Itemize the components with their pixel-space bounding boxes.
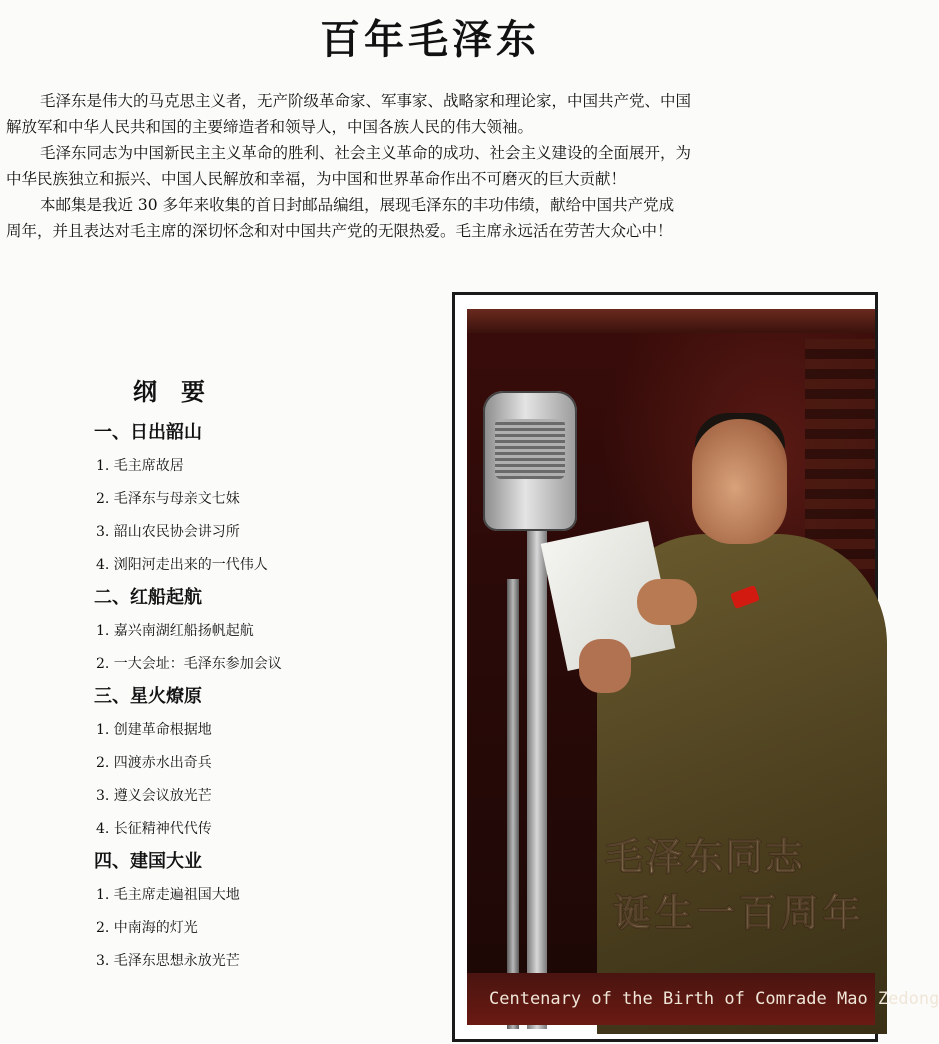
- outline-item: 1. 创建革命根据地: [96, 722, 212, 738]
- outline-item: 3. 毛泽东思想永放光芒: [96, 953, 240, 969]
- outline-item: 1. 嘉兴南湖红船扬帆起航: [96, 623, 254, 639]
- intro-line: 毛泽东同志为中国新民主主义革命的胜利、社会主义革命的成功、社会主义建设的全面展开，为: [40, 144, 692, 162]
- outline-item: 3. 韶山农民协会讲习所: [96, 524, 240, 540]
- outline-item: 2. 四渡赤水出奇兵: [96, 755, 212, 771]
- intro-line: 毛泽东是伟大的马克思主义者，无产阶级革命家、军事家、战略家和理论家，中国共产党、中国: [40, 92, 692, 110]
- mao-speech-photo: [467, 309, 939, 1025]
- outline-list: [94, 422, 434, 983]
- intro-line: 中华民族独立和振兴、中国人民解放和幸福，为中国和世界革命作出不可磨灭的巨大贡献！: [6, 170, 627, 188]
- outline-item: 1. 毛主席故居: [96, 458, 184, 474]
- outline-item: 4. 长征精神代代传: [96, 821, 212, 837]
- overlay-line: 毛泽东同志: [604, 835, 805, 879]
- photo-caption: Centenary of the Birth of Comrade Mao Zedong: [467, 973, 875, 1025]
- intro-text: [6, 88, 860, 244]
- overlay-line: 诞生一百周年: [612, 891, 865, 935]
- outline-item: 4. 浏阳河走出来的一代伟人: [96, 557, 268, 573]
- intro-line: 解放军和中华人民共和国的主要缔造者和领导人，中国各族人民的伟大领袖。: [6, 118, 534, 136]
- intro-line: 本邮集是我近 30 多年来收集的首日封邮品编组，展现毛泽东的丰功伟绩，献给中国共产党成: [40, 196, 675, 214]
- microphone-grille: [495, 419, 565, 479]
- outline-heading: 纲要: [133, 377, 229, 406]
- outline-item: 3. 遵义会议放光芒: [96, 788, 212, 804]
- outline-item: 2. 毛泽东与母亲文七妹: [96, 491, 240, 507]
- photo-window-lattice: [805, 339, 875, 569]
- speaker-head: [692, 419, 787, 544]
- outline-item: 2. 一大会址：毛泽东参加会议: [96, 656, 282, 672]
- hand: [579, 639, 631, 693]
- section-title: 二、红船起航: [94, 587, 202, 608]
- microphone-stand-2: [507, 579, 519, 1029]
- outline-item: 1. 毛主席走遍祖国大地: [96, 887, 240, 903]
- outline-item: 2. 中南海的灯光: [96, 920, 198, 936]
- hand: [637, 579, 697, 625]
- section-title: 四、建国大业: [94, 851, 202, 872]
- page-title: 百年毛泽东: [320, 16, 540, 63]
- stamp-card-frame: [452, 292, 939, 1042]
- section-title: 三、星火燎原: [94, 686, 202, 707]
- photo-overlay-text: [527, 829, 875, 941]
- intro-line: 周年，并且表达对毛主席的深切怀念和对中国共产党的无限热爱。毛主席永远活在劳苦大众心中！: [6, 222, 673, 240]
- section-title: 一、日出韶山: [94, 422, 202, 443]
- photo-top-stripe: [467, 309, 875, 333]
